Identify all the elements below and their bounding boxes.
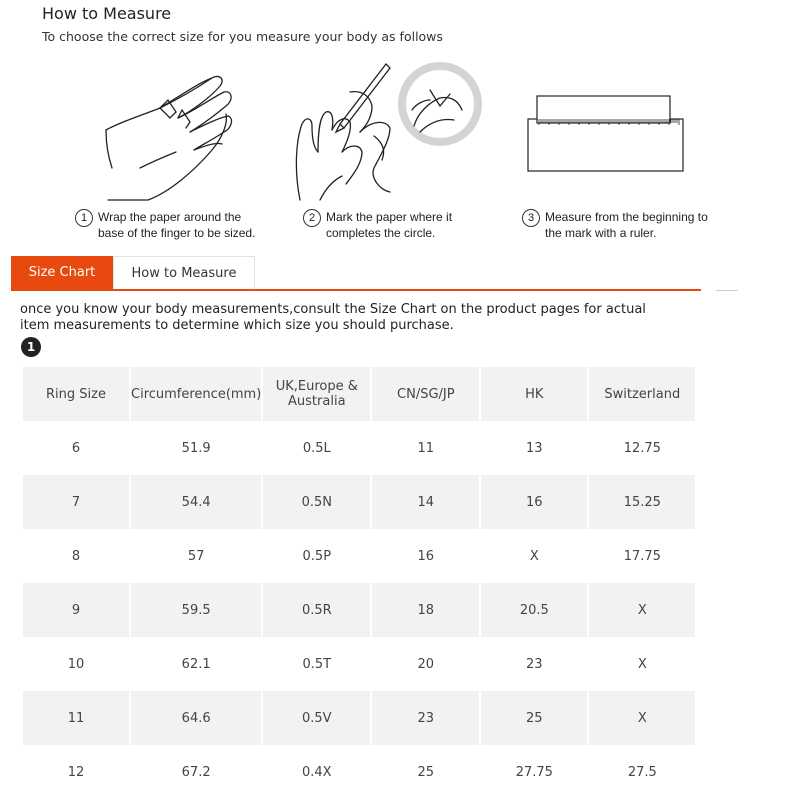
table-row	[23, 529, 695, 583]
table-cell: 10	[67, 656, 85, 672]
table-header-row	[23, 367, 695, 421]
table-cell: 11	[23, 691, 129, 745]
step-text: Measure from the beginning to the mark with a ruler.	[545, 210, 708, 240]
table-cell: 0.5V	[263, 691, 370, 745]
step-number: 1	[75, 209, 93, 227]
table-cell: 0.5R	[263, 583, 370, 637]
table-row	[23, 421, 695, 475]
table-cell: 20	[417, 656, 435, 672]
table-cell: 20.5	[481, 583, 587, 637]
column-header: Circumference(mm)	[131, 367, 261, 421]
size-chart-intro: once you know your body measurements,consult the Size Chart on the product pages for actual item measurements to determine which size you should purchase.	[20, 302, 646, 333]
table-row	[23, 637, 695, 691]
table-cell: X	[637, 656, 647, 672]
divider	[716, 290, 738, 291]
table-cell: X	[589, 691, 695, 745]
table-cell: 59.5	[131, 583, 261, 637]
table-cell: 16	[481, 475, 587, 529]
table-cell: 25	[417, 764, 435, 780]
table-cell: X	[589, 583, 695, 637]
table-cell: 54.4	[131, 475, 261, 529]
table-cell: 25	[481, 691, 587, 745]
step-text: Mark the paper where it completes the circle.	[326, 210, 453, 240]
table-cell: 13	[526, 440, 543, 456]
table-cell: 8	[71, 548, 81, 564]
table-cell: 67.2	[181, 764, 211, 780]
wrap-finger-illustration	[100, 72, 240, 202]
table-cell: 12.75	[623, 440, 661, 456]
table-cell: 12	[67, 764, 85, 780]
table-cell: 6	[71, 440, 81, 456]
table-cell: 7	[23, 475, 129, 529]
table-cell: 0.5P	[302, 548, 332, 564]
column-header: UK,Europe & Australia	[263, 367, 370, 421]
table-cell: 0.5L	[302, 440, 331, 456]
size-chart-table	[21, 367, 697, 799]
table-cell: 51.9	[181, 440, 211, 456]
table-cell: 0.5N	[263, 475, 370, 529]
table-cell: 17.75	[623, 548, 661, 564]
step-number: 3	[522, 209, 540, 227]
table-row	[23, 475, 695, 529]
table-row	[23, 583, 695, 637]
table-cell: 62.1	[181, 656, 211, 672]
column-header: CN/SG/JP	[372, 367, 479, 421]
page-subtitle: To choose the correct size for you measure your body as follows	[42, 29, 443, 44]
step-text: Wrap the paper around the base of the finger to be sized.	[98, 210, 256, 240]
table-cell: X	[529, 548, 539, 564]
table-cell: 16	[417, 548, 435, 564]
table-cell: 23	[372, 691, 479, 745]
table-row	[23, 691, 695, 745]
table-cell: 18	[372, 583, 479, 637]
mark-paper-illustration	[290, 60, 490, 205]
table-cell: 0.5T	[302, 656, 332, 672]
table-cell: 64.6	[131, 691, 261, 745]
table-cell: 27.5	[627, 764, 657, 780]
tab-size-chart[interactable]: Size Chart	[11, 256, 113, 290]
page-title: How to Measure	[42, 4, 172, 23]
table-number-badge: 1	[21, 337, 41, 357]
ruler-illustration	[525, 92, 687, 174]
table-cell: 57	[187, 548, 205, 564]
table-cell: 0.4X	[302, 764, 332, 780]
column-header: HK	[481, 367, 587, 421]
table-cell: 27.75	[515, 764, 553, 780]
table-cell: 14	[372, 475, 479, 529]
table-row	[23, 745, 695, 799]
column-header: Ring Size	[23, 367, 129, 421]
table-cell: 15.25	[589, 475, 695, 529]
tab-underline	[11, 289, 701, 291]
table-cell: 11	[417, 440, 435, 456]
table-cell: 23	[526, 656, 543, 672]
column-header: Switzerland	[589, 367, 695, 421]
step-number: 2	[303, 209, 321, 227]
table-cell: 9	[23, 583, 129, 637]
tab-how-to-measure[interactable]: How to Measure	[113, 256, 255, 290]
